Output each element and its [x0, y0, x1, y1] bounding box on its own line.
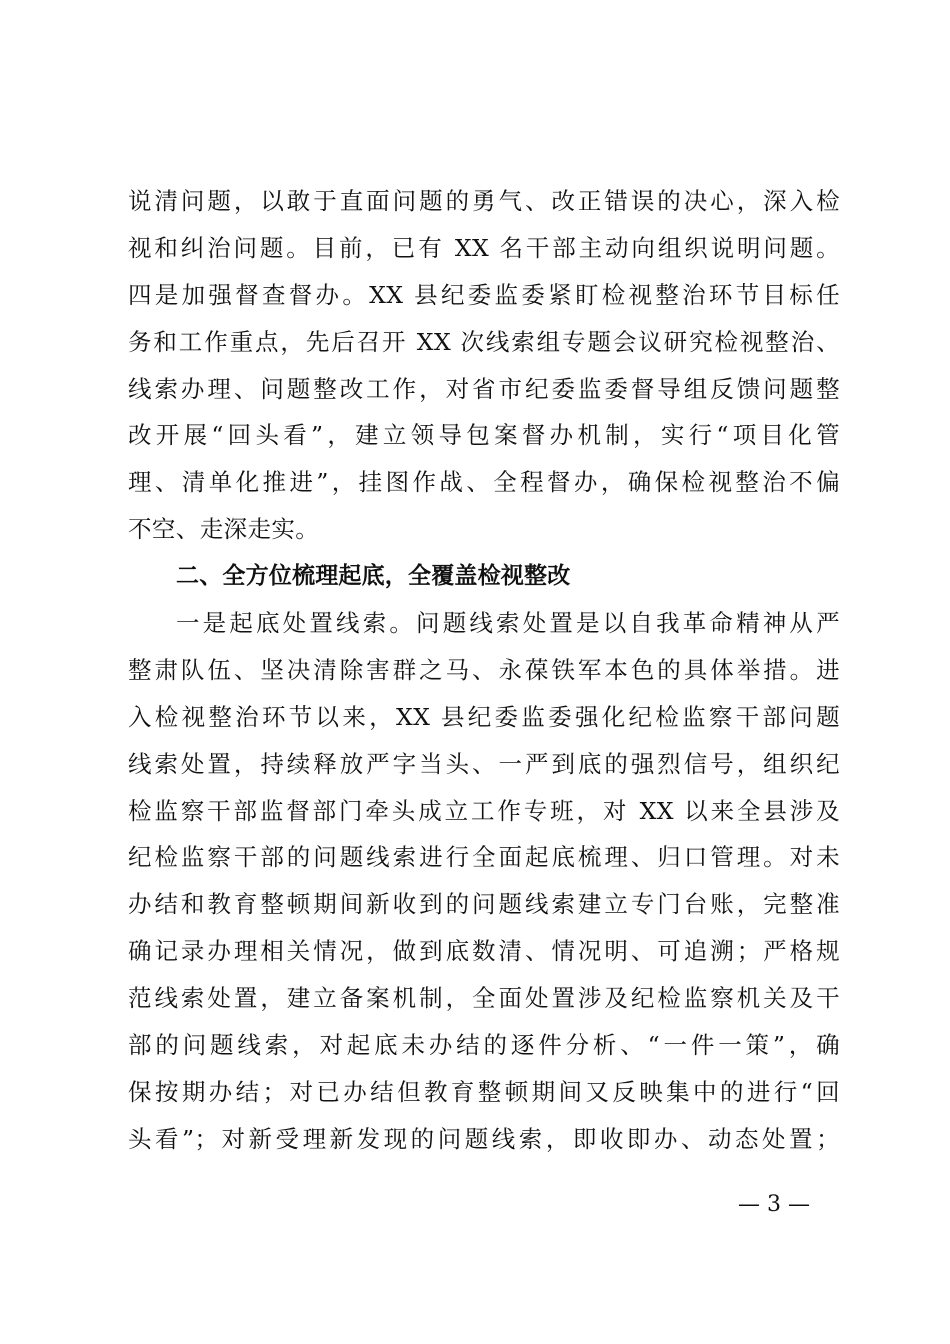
text-line: 不空、走深走实。: [128, 515, 320, 544]
text-line: 线索办理、问题整改工作，对省市纪委监委督导组反馈问题整: [128, 374, 840, 403]
text-line: 头看”；对新受理新发现的问题线索，即收即办、动态处置；: [128, 1124, 840, 1153]
text-line: 改开展“回头看”，建立领导包案督办机制，实行“项目化管: [128, 421, 840, 450]
text-line: 整肃队伍、坚决清除害群之马、永葆铁军本色的具体举措。进: [128, 655, 840, 684]
text-line: 部的问题线索，对起底未办结的逐件分析、“一件一策”，确: [128, 1031, 840, 1060]
text-line: 视和纠治问题。目前，已有 XX 名干部主动向组织说明问题。: [128, 233, 840, 262]
text-line: 线索处置，持续释放严字当头、一严到底的强烈信号，组织纪: [128, 749, 840, 778]
text-line: 保按期办结；对已办结但教育整顿期间又反映集中的进行“回: [128, 1077, 840, 1106]
text-line: 四是加强督查督办。XX 县纪委监委紧盯检视整治环节目标任: [128, 280, 840, 309]
text-line: 纪检监察干部的问题线索进行全面起底梳理、归口管理。对未: [128, 843, 840, 872]
text-line: 一是起底处置线索。问题线索处置是以自我革命精神从严: [176, 609, 840, 638]
text-line: 说清问题，以敢于直面问题的勇气、改正错误的决心，深入检: [128, 187, 840, 215]
text-line: 入检视整治环节以来，XX 县纪委监委强化纪检监察干部问题: [128, 702, 840, 731]
text-line: 理、清单化推进”，挂图作战、全程督办，确保检视整治不偏: [128, 468, 840, 497]
text-line: 检监察干部监督部门牵头成立工作专班，对 XX 以来全县涉及: [128, 796, 840, 825]
section-heading: 二、全方位梳理起底，全覆盖检视整改: [176, 563, 571, 590]
page-number: — 3 —: [738, 1192, 810, 1217]
text-line: 务和工作重点，先后召开 XX 次线索组专题会议研究检视整治、: [128, 327, 840, 356]
text-line: 范线索处置，建立备案机制，全面处置涉及纪检监察机关及干: [128, 984, 840, 1013]
text-line: 确记录办理相关情况，做到底数清、情况明、可追溯；严格规: [128, 937, 840, 966]
text-line: 办结和教育整顿期间新收到的问题线索建立专门台账，完整准: [128, 890, 840, 919]
body-text: [128, 178, 840, 1163]
